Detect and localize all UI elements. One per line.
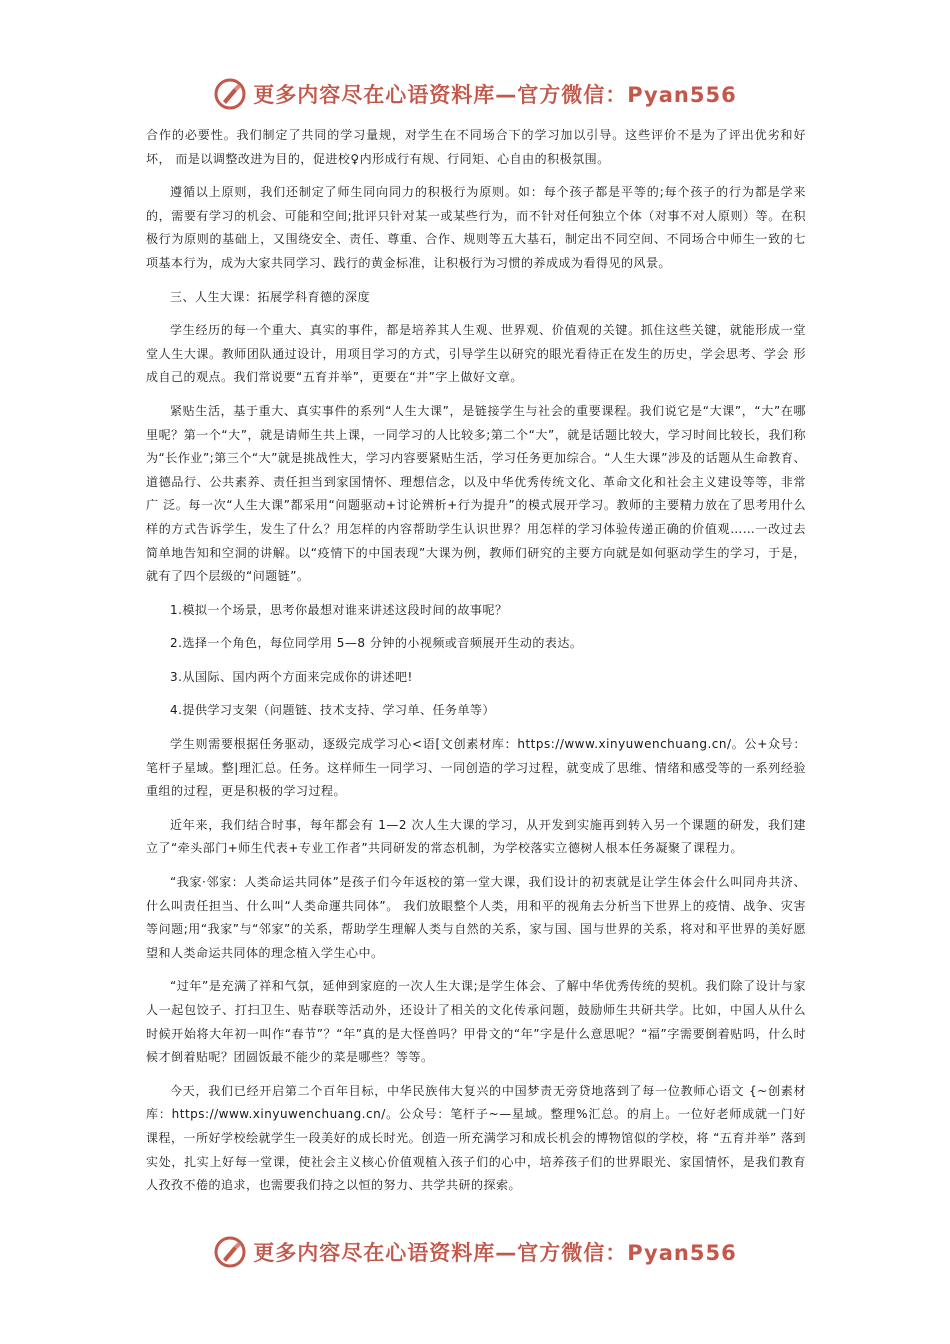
banner-text: 更多内容尽在心语资料库—官方微信：Pyan556 xyxy=(253,83,737,107)
header-banner xyxy=(0,74,950,114)
pen-nib-circle-icon xyxy=(213,77,247,111)
paragraph: 今天，我们已经开启第二个百年目标，中华民族伟大复兴的中国梦责无旁贷地落到了每一位教师心语文 {~创素材库：https://www.xinyuwenchuang.cn/。公众号：笔杆子~—星域。整理%汇总。的肩上。一位好老师成就一门好课程，一所好学校绘就学生一段美好的成长时光。创造一所充满学习和成长机会的博物馆似的学校，将 “五育并举” 落到实处，扎实上好每一堂课，使社会主义核心价值观植入孩子们的心中，培养孩子们的世界眼光、家国情怀，是我们教育人孜孜不倦的追求，也需要我们持之以恒的努力、共学共研的探索。 xyxy=(146,1083,806,1193)
document-body xyxy=(146,124,806,1208)
paragraph: “我家·邻家：人类命运共同体”是孩子们今年返校的第一堂大课，我们设计的初衷就是让学生体会什么叫同舟共济、什么叫责任担当、什么叫“人类命運共同体”。 我们放眼整个人类，用和平的视角去分析当下世界上的疫情、战争、灾害等问题;用“我家”与“邻家”的关系，帮助学生理解人类与自然的关系，家与国、国与世界的关系，将对和平世界的美好愿望和人类命运共同体的理念植入学生心中。 xyxy=(146,875,806,960)
list-item: 3.从国际、国内两个方面来完成你的讲述吧! xyxy=(170,669,413,684)
paragraph: 紧贴生活，基于重大、真实事件的系列“人生大课”，是链接学生与社会的重要课程。我们说它是“大课”，“大”在哪里呢？第一个“大”，就是请师生共上课，一同学习的人比较多;第二个“大”，就是话题比较大，学习时间比较长，我们称为“长作业”;第三个“大”就是挑战性大，学习内容要紧贴生活，学习任务更加综合。“人生大课”涉及的话题从生命教育、道德品行、公共素养、责任担当到家国情怀、理想信念，以及中华优秀传统文化、革命文化和社会主义建设等等，非常广 泛。每一次“人生大课”都采用“问题驱动+讨论辨析+行为提升”的模式展开学习。教师的主要精力放在了思考用什么样的方式告诉学生，发生了什么？用怎样的内容帮助学生认识世界？用怎样的学习体验传递正确的价值观……一改过去简单地告知和空洞的讲解。以“疫情下的中国表现”大课为例，教师们研究的主要方向就是如何驱动学生的学习，于是，就有了四个层级的“问题链”。 xyxy=(146,403,806,584)
pen-nib-circle-icon xyxy=(213,1235,247,1269)
paragraph: 近年来，我们结合时事，每年都会有 1—2 次人生大课的学习，从开发到实施再到转入另一个课题的研发，我们建立了“牵头部门+师生代表+专业工作者”共同研发的常态机制，为学校落实立德树人根本任务凝聚了课程力。 xyxy=(146,817,806,856)
paragraph: 学生则需要根据任务驱动，逐级完成学习心<语[文创素材库：https://www.xinyuwenchuang.cn/。公+众号：笔杆子星域。整|理汇总。任务。这样师生一同学习、一同创造的学习过程，就变成了思维、情绪和感受等的一系列经验重组的过程，更是积极的学习过程。 xyxy=(146,737,806,799)
paragraph: 合作的必要性。我们制定了共同的学习量规，对学生在不同场合下的学习加以引导。这些评价不是为了评出优劣和好坏， 而是以调整改进为目的，促进校♀内形成行有规、行同矩、心自由的积极氛围。 xyxy=(146,128,806,166)
list-item: 1.模拟一个场景，思考你最想对谁来讲述这段时间的故事呢？ xyxy=(170,602,508,617)
paragraph: “过年”是充满了祥和气氛，延伸到家庭的一次人生大课;是学生体会、了解中华优秀传统的契机。我们除了设计与家人一起包饺子、打扫卫生、贴春联等活动外，还设计了相关的文化传承问题，鼓励师生共研共学。比如，中国人从什么时候开始将大年初一叫作“春节”？“年”真的是大怪兽吗？甲骨文的“年”字是什么意思呢？“福”字需要倒着贴吗，什么时候才倒着贴呢？团圆饭最不能少的菜是哪些？等等。 xyxy=(146,979,806,1065)
paragraph: 学生经历的每一个重大、真实的事件，都是培养其人生观、世界观、价值观的关键。抓住这些关键，就能形成一堂堂人生大课。教师团队通过设计，用项目学习的方式，引导学生以研究的眼光看待正在发生的历史，学会思考、学会 形成自己的观点。我们常说要“五育并举”，更要在“并”字上做好文章。 xyxy=(146,323,806,385)
banner-text: 更多内容尽在心语资料库—官方微信：Pyan556 xyxy=(253,1241,737,1265)
list-item: 2.选择一个角色，每位同学用 5—8 分钟的小视频或音频展开生动的表达。 xyxy=(170,636,583,651)
footer-banner xyxy=(0,1232,950,1272)
section-heading: 三、人生大课：拓展学科育德的深度 xyxy=(170,289,371,304)
paragraph: 遵循以上原则，我们还制定了师生同向同力的积极行为原则。如：每个孩子都是平等的;每个孩子的行为都是学来的，需要有学习的机会、可能和空间;批评只针对某一或某些行为，而不针对任何独立个体（对事不对人原则）等。在积极行为原则的基础上，又围绕安全、责任、尊重、合作、规则等五大基石，制定出不同空间、不同场合中师生一致的七 项基本行为，成为大家共同学习、践行的黄金标准，让积极行为习惯的养成成为看得见的风景。 xyxy=(146,185,806,270)
list-item: 4.提供学习支架（问题链、技术支持、学习单、任务单等） xyxy=(170,703,495,718)
